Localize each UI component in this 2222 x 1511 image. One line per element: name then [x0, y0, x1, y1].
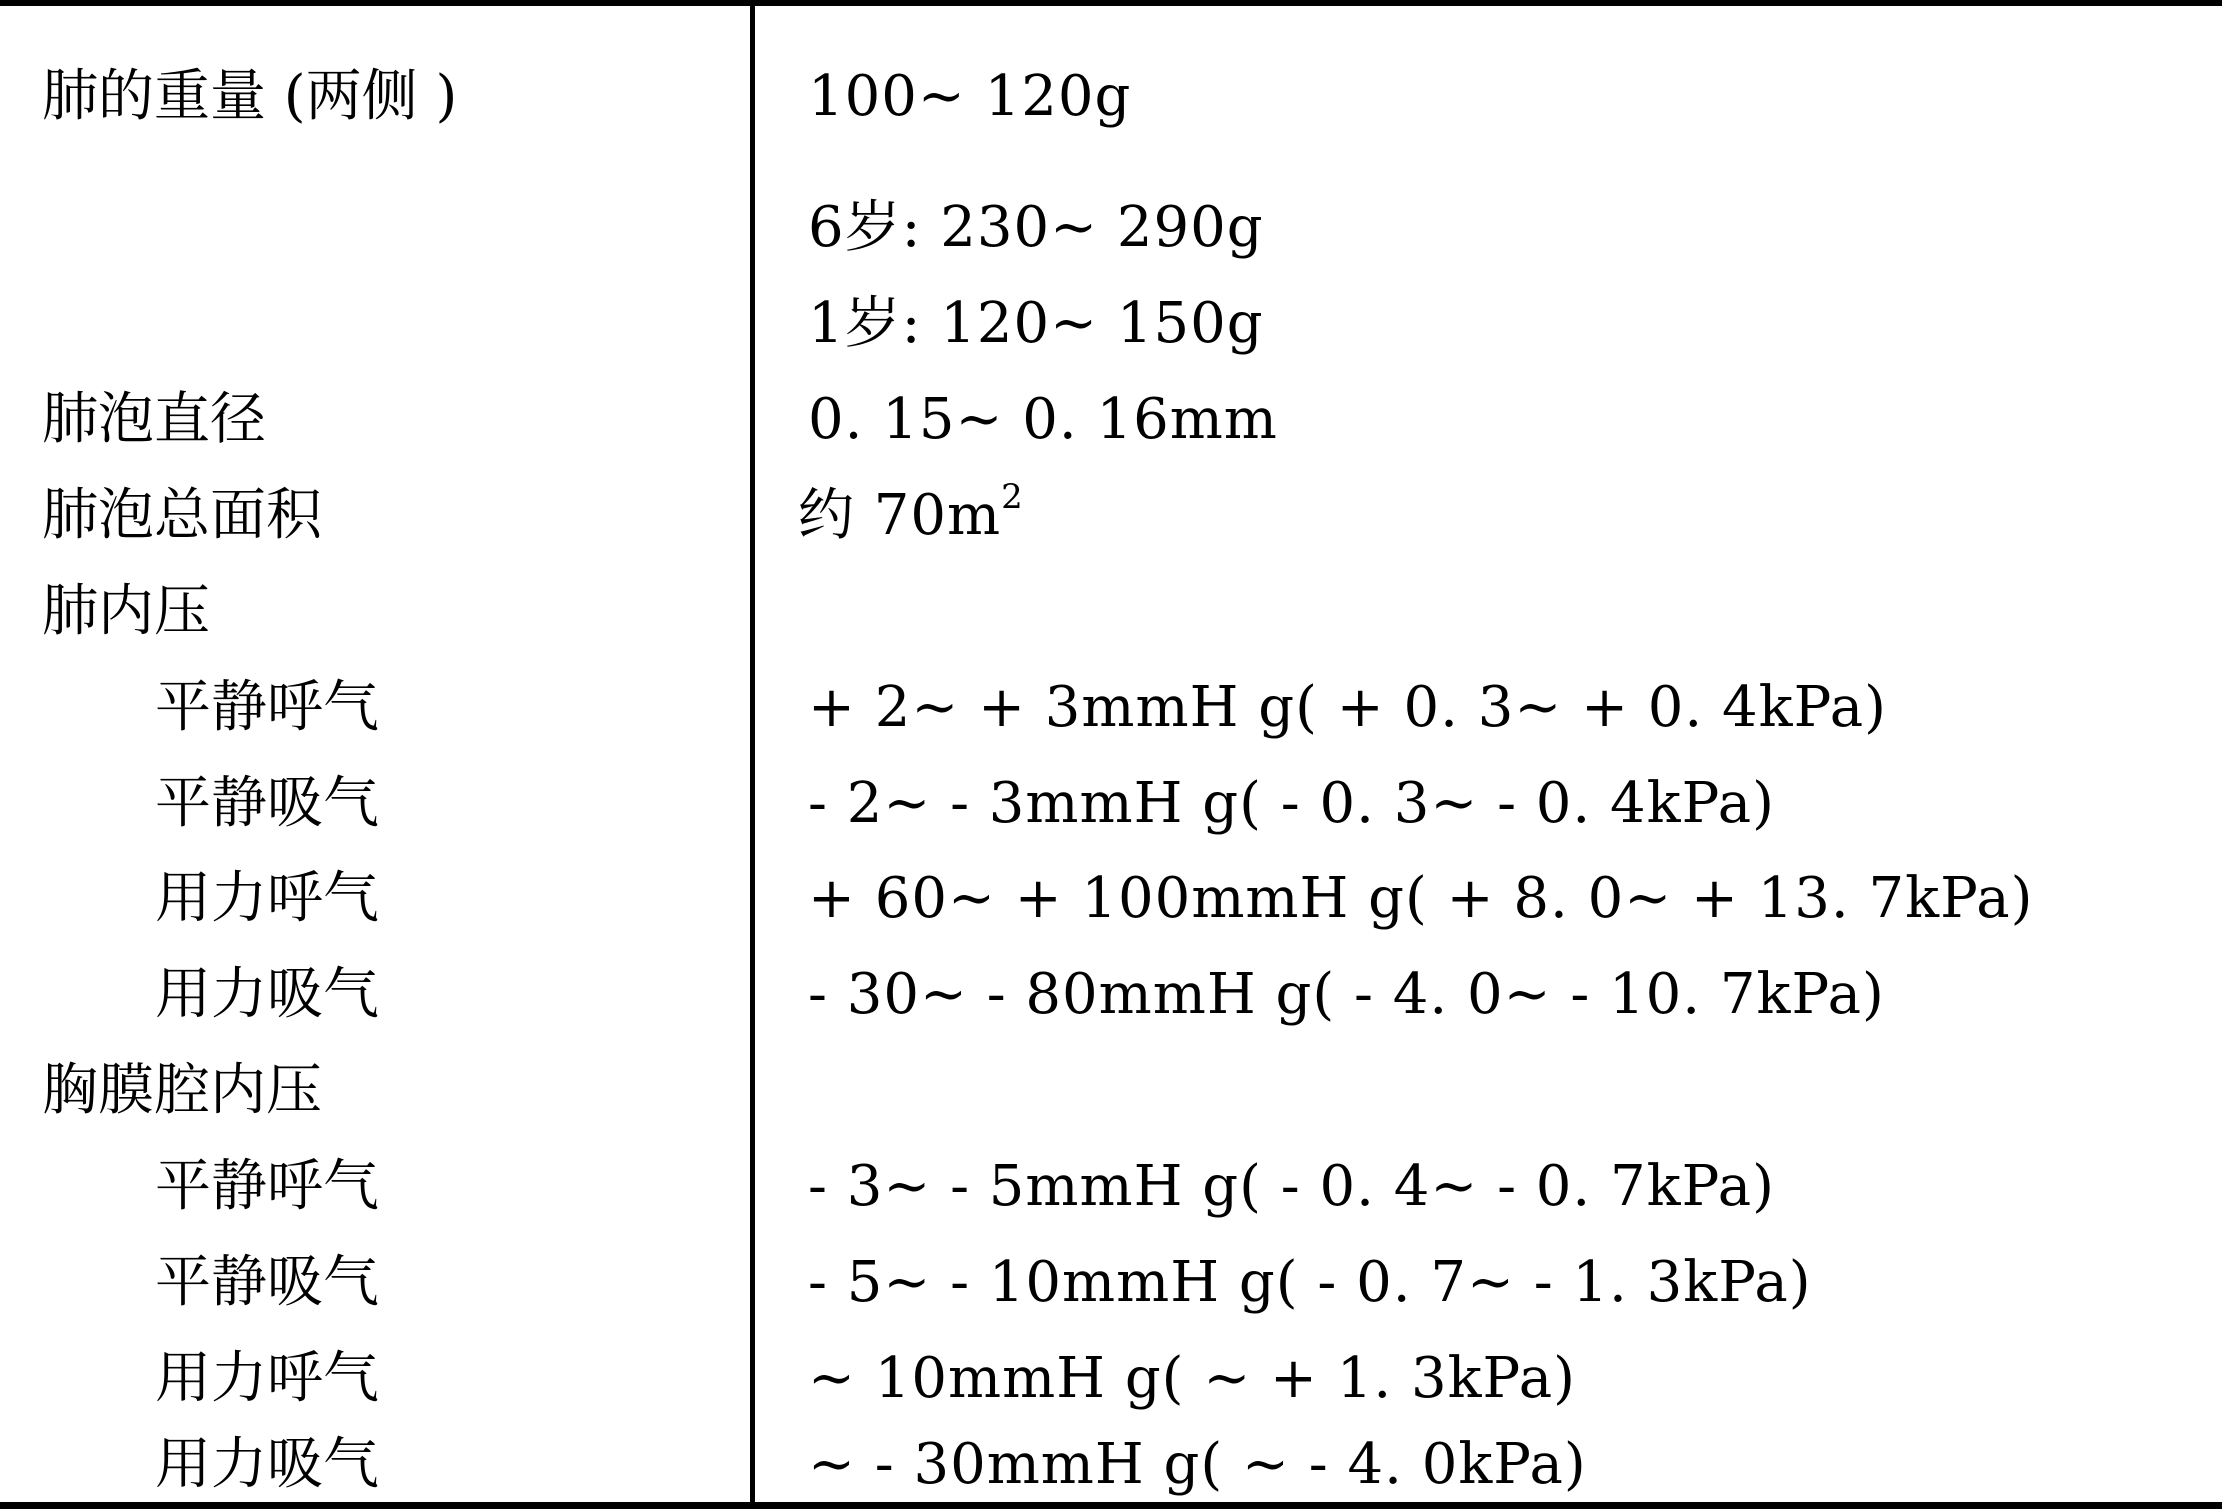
table-row	[0, 1339, 2222, 1419]
row-label: 肺泡总面积	[42, 483, 322, 548]
row-value: ~ 10mmH g( ~ + 1. 3kPa)	[808, 1346, 1576, 1411]
row-value: + 60~ + 100mmH g( + 8. 0~ + 13. 7kPa)	[808, 866, 2034, 931]
row-value: 6岁: 230~ 290g	[808, 195, 1264, 260]
table-row	[0, 859, 2222, 939]
row-value: - 5~ - 10mmH g( - 0. 7~ - 1. 3kPa)	[808, 1250, 1812, 1315]
row-label: 用力呼气	[155, 866, 379, 931]
table-row	[0, 57, 2222, 137]
row-label: 平静呼气	[155, 675, 379, 740]
row-value: 0. 15~ 0. 16mm	[808, 387, 1278, 452]
row-label: 肺内压	[42, 579, 210, 644]
row-value: ~ - 30mmH g( ~ - 4. 0kPa)	[808, 1432, 1587, 1497]
row-label: 平静吸气	[155, 771, 379, 836]
table-row	[0, 668, 2222, 748]
row-label: 用力吸气	[155, 1432, 379, 1497]
table-row	[0, 188, 2222, 268]
table-row	[0, 955, 2222, 1035]
table-row	[0, 1147, 2222, 1227]
row-value: 100~ 120g	[808, 64, 1132, 129]
table-row	[0, 572, 2222, 652]
row-label: 肺的重量 (两侧 )	[42, 64, 458, 129]
table-top-rule	[0, 0, 2222, 6]
row-value	[798, 476, 1024, 556]
table-row	[0, 1425, 2222, 1505]
row-label: 平静吸气	[155, 1250, 379, 1315]
row-value: - 3~ - 5mmH g( - 0. 4~ - 0. 7kPa)	[808, 1154, 1775, 1219]
superscript: 2	[1001, 477, 1024, 517]
table-row	[0, 284, 2222, 364]
row-value-text: 约 70m	[798, 483, 1002, 548]
row-value: - 2~ - 3mmH g( - 0. 3~ - 0. 4kPa)	[808, 771, 1775, 836]
row-label: 用力吸气	[155, 962, 379, 1027]
table-row	[0, 764, 2222, 844]
table-row	[0, 476, 2222, 556]
row-label: 用力呼气	[155, 1346, 379, 1411]
table-row	[0, 1243, 2222, 1323]
row-value: + 2~ + 3mmH g( + 0. 3~ + 0. 4kPa)	[808, 675, 1887, 740]
table-row	[0, 1051, 2222, 1131]
row-label: 胸膜腔内压	[42, 1058, 322, 1123]
table-row	[0, 380, 2222, 460]
row-value: 1岁: 120~ 150g	[808, 291, 1264, 356]
row-label: 肺泡直径	[42, 387, 266, 452]
row-label: 平静呼气	[155, 1154, 379, 1219]
row-value: - 30~ - 80mmH g( - 4. 0~ - 10. 7kPa)	[808, 962, 1885, 1027]
